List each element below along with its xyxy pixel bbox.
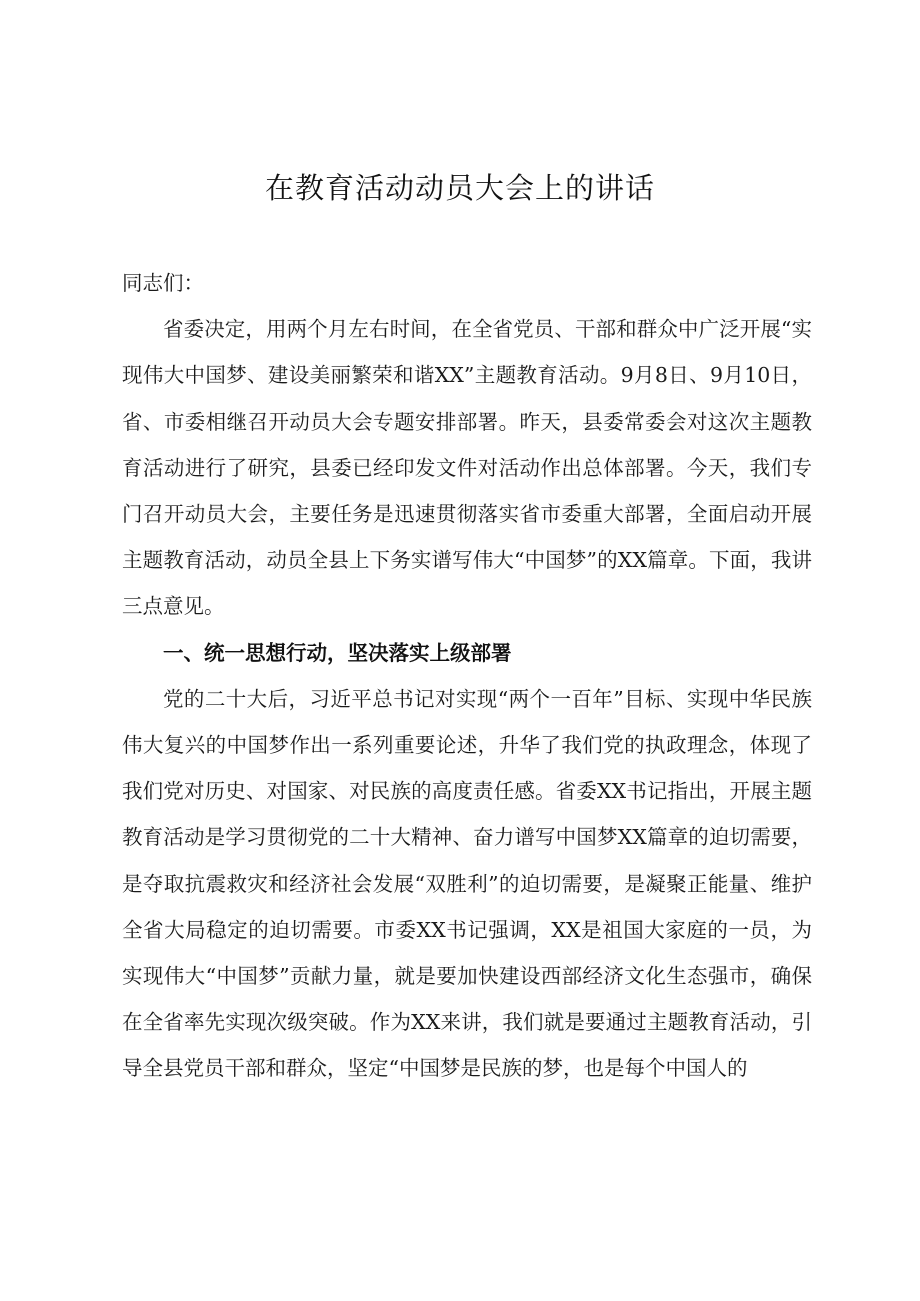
paragraph-intro: 省委决定，用两个月左右时间，在全省党员、干部和群众中广泛开展“实现伟大中国梦、建设美丽繁荣和谐XX”主题教育活动。9月8日、9月10日，省、市委相继召开动员大会专题安排部署。昨天，县委常委会对这次主题教育活动进行了研究，县委已经印发文件对活动作出总体部署。今天，我们专门召开动员大会，主要任务是迅速贯彻落实省市委重大部署，全面启动开展主题教育活动，动员全县上下务实谱写伟大“中国梦”的XX篇章。下面，我讲三点意见。 (122, 317, 812, 619)
paragraph-section-1: 党的二十大后，习近平总书记对实现“两个一百年”目标、实现中华民族伟大复兴的中国梦作出一系列重要论述，升华了我们党的执政理念，体现了我们党对历史、对国家、对民族的高度责任感。省委XX书记指出，开展主题教育活动是学习贯彻党的二十大精神、奋力谱写中国梦XX篇章的迫切需要，是夺取抗震救灾和经济社会发展“双胜利”的迫切需要，是凝聚正能量、维护全省大局稳定的迫切需要。市委XX书记强调，XX是祖国大家庭的一员，为实现伟大“中国梦”贡献力量，就是要加快建设西部经济文化生态强市，确保在全省率先实现次级突破。作为XX来讲，我们就是要通过主题教育活动，引导全县党员干部和群众，坚定“中国梦是民族的梦，也是每个中国人的 (122, 686, 812, 1081)
document-title: 在教育活动动员大会上的讲话 (264, 171, 655, 205)
salutation: 同志们： (122, 271, 204, 295)
section-heading-1: 一、统一思想行动，坚决落实上级部署 (163, 640, 512, 665)
document-body (122, 260, 812, 1092)
